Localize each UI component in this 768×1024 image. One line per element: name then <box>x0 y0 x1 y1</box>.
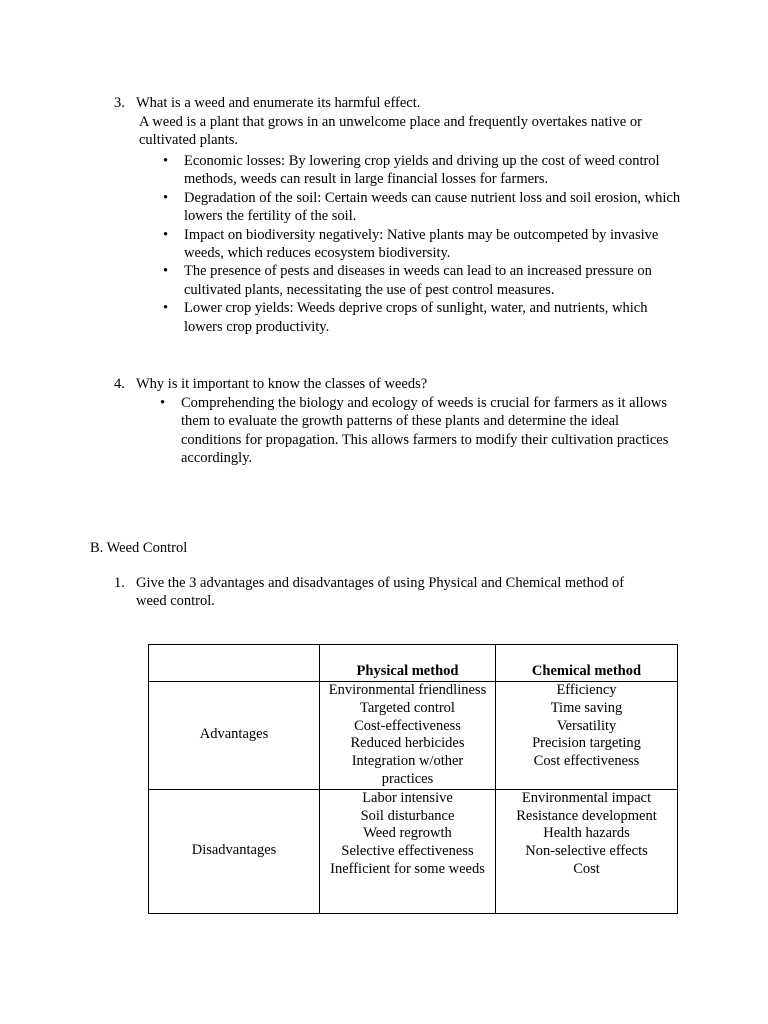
question-3-number: 3. <box>114 95 125 111</box>
table-header-chemical: Chemical method <box>496 645 678 682</box>
chemical-advantages-cell: Efficiency Time saving Versatility Precision targeting Cost effectiveness <box>496 682 678 790</box>
bullet-icon: • <box>163 189 169 206</box>
harmful-effects-list <box>163 152 684 336</box>
row-label-disadvantages: Disadvantages <box>149 789 320 913</box>
bullet-icon: • <box>163 300 169 317</box>
chemical-disadvantages-cell: Environmental impact Resistance development Health hazards Non-selective effects Cost <box>496 789 678 913</box>
row-label-advantages: Advantages <box>149 682 320 790</box>
bullet-icon: • <box>163 226 169 243</box>
section-b-heading: B. Weed Control <box>90 540 188 556</box>
weed-definition: A weed is a plant that grows in an unwelcome place and frequently overtakes native or cultivated plants. <box>139 114 642 149</box>
bullet-icon: • <box>163 153 169 169</box>
question-4-text: Why is it important to know the classes of weeds? <box>136 376 428 392</box>
list-item: • Degradation of the soil: Certain weeds can cause nutrient loss and soil erosion, which lowers the fertility of the soil. <box>163 189 681 225</box>
table-header-row <box>149 645 678 682</box>
table-header-physical: Physical method <box>320 645 496 682</box>
physical-advantages-cell: Environmental friendliness Targeted control Cost-effectiveness Reduced herbicides Integration w/other practices <box>320 682 496 790</box>
list-item: • Impact on biodiversity negatively: Native plants may be outcompeted by invasive weeds, which reduces ecosystem biodiversity. <box>163 226 659 262</box>
physical-disadvantages-cell: Labor intensive Soil disturbance Weed regrowth Selective effectiveness Inefficient for some weeds <box>320 789 496 913</box>
list-item: • Economic losses: By lowering crop yields and driving up the cost of weed control methods, weeds can result in large financial losses for farmers. <box>163 153 660 188</box>
methods-comparison-table <box>148 644 678 914</box>
list-item: • Comprehending the biology and ecology of weeds is crucial for farmers as it allows them to evaluate the growth patterns of these plants and determine the ideal conditions for propagation. This allows farmers to modify their cultivation practices accordingly. <box>160 395 669 467</box>
bullet-icon: • <box>160 395 166 411</box>
weed-classes-list <box>160 394 669 468</box>
bullet-icon: • <box>163 263 169 280</box>
list-item: • Lower crop yields: Weeds deprive crops of sunlight, water, and nutrients, which lowers crop productivity. <box>163 300 648 335</box>
section-b-question-1-number: 1. <box>114 575 125 591</box>
section-b-question-1-text: Give the 3 advantages and disadvantages of using Physical and Chemical method of weed control. <box>136 575 625 610</box>
question-3-text: What is a weed and enumerate its harmful effect. <box>136 95 421 111</box>
list-item: • The presence of pests and diseases in weeds can lead to an increased pressure on cultivated plants, necessitating the use of pest control measures. <box>163 263 652 298</box>
table-row <box>149 789 678 913</box>
table-header-blank <box>149 645 320 682</box>
question-4-number: 4. <box>114 376 125 392</box>
table-row <box>149 682 678 790</box>
